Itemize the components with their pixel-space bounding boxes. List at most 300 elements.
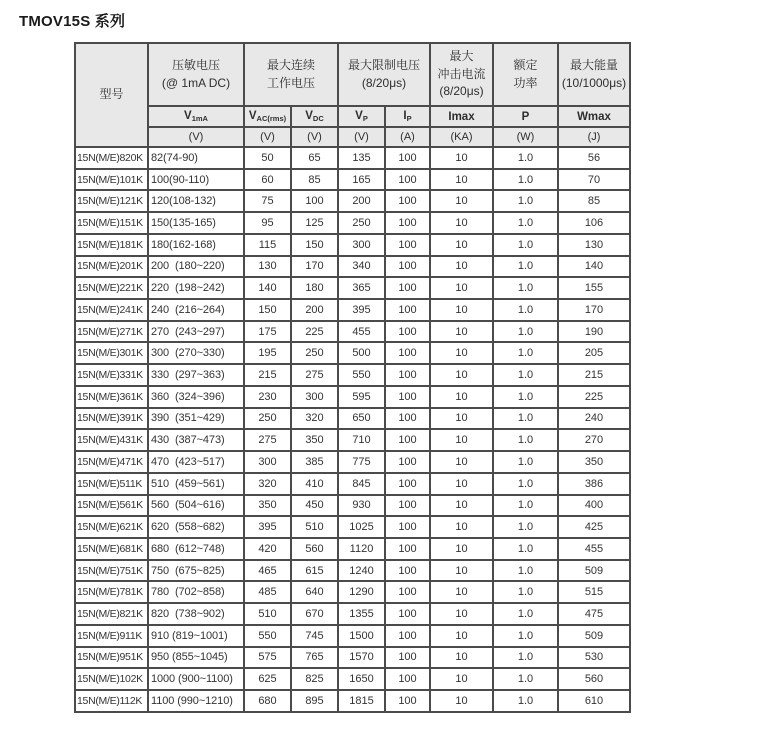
v1ma-cell: 270 (243~297) — [148, 321, 244, 343]
vac-cell: 50 — [244, 147, 291, 169]
wmax-cell: 70 — [558, 169, 630, 191]
vp-cell: 1025 — [338, 516, 385, 538]
vac-cell: 230 — [244, 386, 291, 408]
imax-cell: 10 — [430, 668, 493, 690]
vac-cell: 510 — [244, 603, 291, 625]
vdc-cell: 410 — [291, 473, 338, 495]
wmax-cell: 610 — [558, 690, 630, 712]
v1ma-cell: 750 (675~825) — [148, 560, 244, 582]
vdc-cell: 275 — [291, 364, 338, 386]
v1ma-cell: 430 (387~473) — [148, 429, 244, 451]
imax-cell: 10 — [430, 625, 493, 647]
wmax-cell: 215 — [558, 364, 630, 386]
wmax-cell: 56 — [558, 147, 630, 169]
v1ma-cell: 910 (819~1001) — [148, 625, 244, 647]
vdc-cell: 350 — [291, 429, 338, 451]
vac-cell: 60 — [244, 169, 291, 191]
wmax-cell: 155 — [558, 277, 630, 299]
header-row-symbols — [75, 106, 630, 127]
vp-cell: 365 — [338, 277, 385, 299]
group-header-max-surge-current — [430, 43, 493, 106]
vp-cell: 1240 — [338, 560, 385, 582]
col-header-vp: $V_P$ — [338, 106, 385, 127]
col-header-wmax: Wmax — [558, 106, 630, 127]
vac-cell: 150 — [244, 299, 291, 321]
header-row-units — [75, 127, 630, 147]
unit-imax: (KA) — [430, 127, 493, 147]
v1ma-cell: 100(90-110) — [148, 169, 244, 191]
wmax-cell: 455 — [558, 538, 630, 560]
vdc-cell: 200 — [291, 299, 338, 321]
ip-cell: 100 — [385, 364, 430, 386]
p-cell: 1.0 — [493, 451, 558, 473]
v1ma-cell: 680 (612~748) — [148, 538, 244, 560]
unit-wmax: (J) — [558, 127, 630, 147]
model-cell: 15N(M/E)361K — [75, 386, 148, 408]
ip-cell: 100 — [385, 647, 430, 669]
p-cell: 1.0 — [493, 299, 558, 321]
wmax-cell: 475 — [558, 603, 630, 625]
vac-cell: 75 — [244, 190, 291, 212]
wmax-cell: 509 — [558, 560, 630, 582]
vac-cell: 575 — [244, 647, 291, 669]
group-header-line: 冲击电流 — [437, 66, 486, 81]
p-cell: 1.0 — [493, 386, 558, 408]
model-cell: 15N(M/E)121K — [75, 190, 148, 212]
ip-cell: 100 — [385, 473, 430, 495]
vac-cell: 350 — [244, 495, 291, 517]
model-cell: 15N(M/E)331K — [75, 364, 148, 386]
table-row — [75, 408, 630, 430]
vac-cell: 250 — [244, 408, 291, 430]
ip-cell: 100 — [385, 342, 430, 364]
v1ma-cell: 120(108-132) — [148, 190, 244, 212]
unit-vp: (V) — [338, 127, 385, 147]
ip-cell: 100 — [385, 147, 430, 169]
table-row — [75, 560, 630, 582]
model-cell: 15N(M/E)221K — [75, 277, 148, 299]
wmax-cell: 240 — [558, 408, 630, 430]
v1ma-cell: 470 (423~517) — [148, 451, 244, 473]
model-cell: 15N(M/E)781K — [75, 581, 148, 603]
vp-cell: 650 — [338, 408, 385, 430]
vdc-cell: 640 — [291, 581, 338, 603]
imax-cell: 10 — [430, 190, 493, 212]
table-row — [75, 212, 630, 234]
v1ma-cell: 390 (351~429) — [148, 408, 244, 430]
group-header-line: 功率 — [513, 75, 538, 90]
wmax-cell: 509 — [558, 625, 630, 647]
group-header-line: 压敏电压 — [171, 58, 220, 73]
p-cell: 1.0 — [493, 625, 558, 647]
p-cell: 1.0 — [493, 581, 558, 603]
vac-cell: 95 — [244, 212, 291, 234]
group-header-max-energy — [558, 43, 630, 106]
v1ma-cell: 200 (180~220) — [148, 256, 244, 278]
model-cell: 15N(M/E)511K — [75, 473, 148, 495]
group-header-line: 工作电压 — [266, 75, 315, 90]
group-header-line: (10/1000μs) — [561, 75, 627, 90]
col-header-vdc: $V_{DC}$ — [291, 106, 338, 127]
ip-cell: 100 — [385, 212, 430, 234]
model-cell: 15N(M/E)102K — [75, 668, 148, 690]
col-header-ip: $I_P$ — [385, 106, 430, 127]
vac-cell: 115 — [244, 234, 291, 256]
p-cell: 1.0 — [493, 169, 558, 191]
vdc-cell: 150 — [291, 234, 338, 256]
table-header — [75, 43, 630, 147]
group-header-line: 最大限制电压 — [347, 58, 420, 73]
wmax-cell: 225 — [558, 386, 630, 408]
p-cell: 1.0 — [493, 603, 558, 625]
vdc-cell: 320 — [291, 408, 338, 430]
v1ma-cell: 330 (297~363) — [148, 364, 244, 386]
ip-cell: 100 — [385, 169, 430, 191]
table-row — [75, 190, 630, 212]
p-cell: 1.0 — [493, 516, 558, 538]
model-cell: 15N(M/E)820K — [75, 147, 148, 169]
group-header-max-clamping-voltage — [338, 43, 430, 106]
vdc-cell: 670 — [291, 603, 338, 625]
p-cell: 1.0 — [493, 495, 558, 517]
vp-cell: 300 — [338, 234, 385, 256]
wmax-cell: 190 — [558, 321, 630, 343]
v1ma-cell: 820 (738~902) — [148, 603, 244, 625]
p-cell: 1.0 — [493, 408, 558, 430]
vp-cell: 1570 — [338, 647, 385, 669]
table-row — [75, 429, 630, 451]
p-cell: 1.0 — [493, 364, 558, 386]
model-cell: 15N(M/E)391K — [75, 408, 148, 430]
table-body — [75, 147, 630, 712]
group-header-varistor-voltage — [148, 43, 244, 106]
wmax-cell: 170 — [558, 299, 630, 321]
imax-cell: 10 — [430, 299, 493, 321]
vdc-cell: 825 — [291, 668, 338, 690]
imax-cell: 10 — [430, 581, 493, 603]
table-row — [75, 668, 630, 690]
col-header-vacrms: $V_{AC(rms)}$ — [244, 106, 291, 127]
vp-cell: 595 — [338, 386, 385, 408]
v1ma-cell: 220 (198~242) — [148, 277, 244, 299]
wmax-cell: 515 — [558, 581, 630, 603]
vp-cell: 455 — [338, 321, 385, 343]
p-cell: 1.0 — [493, 342, 558, 364]
table-row — [75, 581, 630, 603]
ip-cell: 100 — [385, 581, 430, 603]
vac-cell: 130 — [244, 256, 291, 278]
vp-cell: 340 — [338, 256, 385, 278]
imax-cell: 10 — [430, 408, 493, 430]
model-cell: 15N(M/E)431K — [75, 429, 148, 451]
table-row — [75, 516, 630, 538]
v1ma-cell: 240 (216~264) — [148, 299, 244, 321]
vp-cell: 200 — [338, 190, 385, 212]
vdc-cell: 65 — [291, 147, 338, 169]
model-cell: 15N(M/E)181K — [75, 234, 148, 256]
ip-cell: 100 — [385, 190, 430, 212]
vac-cell: 140 — [244, 277, 291, 299]
v1ma-cell: 620 (558~682) — [148, 516, 244, 538]
table-row — [75, 277, 630, 299]
ip-cell: 100 — [385, 256, 430, 278]
group-header-line: 最大连续 — [266, 58, 315, 73]
model-cell: 15N(M/E)301K — [75, 342, 148, 364]
vdc-cell: 560 — [291, 538, 338, 560]
vac-cell: 550 — [244, 625, 291, 647]
p-cell: 1.0 — [493, 190, 558, 212]
ip-cell: 100 — [385, 690, 430, 712]
vdc-cell: 745 — [291, 625, 338, 647]
vdc-cell: 170 — [291, 256, 338, 278]
table-row — [75, 451, 630, 473]
vac-cell: 465 — [244, 560, 291, 582]
vdc-cell: 385 — [291, 451, 338, 473]
p-cell: 1.0 — [493, 234, 558, 256]
vdc-cell: 615 — [291, 560, 338, 582]
imax-cell: 10 — [430, 147, 493, 169]
imax-cell: 10 — [430, 256, 493, 278]
p-cell: 1.0 — [493, 321, 558, 343]
ip-cell: 100 — [385, 386, 430, 408]
p-cell: 1.0 — [493, 212, 558, 234]
imax-cell: 10 — [430, 364, 493, 386]
imax-cell: 10 — [430, 451, 493, 473]
imax-cell: 10 — [430, 169, 493, 191]
table-row — [75, 603, 630, 625]
p-cell: 1.0 — [493, 277, 558, 299]
ip-cell: 100 — [385, 277, 430, 299]
table-row — [75, 299, 630, 321]
imax-cell: 10 — [430, 277, 493, 299]
vp-cell: 165 — [338, 169, 385, 191]
v1ma-cell: 1100 (990~1210) — [148, 690, 244, 712]
vac-cell: 395 — [244, 516, 291, 538]
ip-cell: 100 — [385, 495, 430, 517]
spec-table — [74, 42, 631, 713]
p-cell: 1.0 — [493, 473, 558, 495]
v1ma-cell: 780 (702~858) — [148, 581, 244, 603]
table-row — [75, 690, 630, 712]
ip-cell: 100 — [385, 668, 430, 690]
wmax-cell: 130 — [558, 234, 630, 256]
vp-cell: 550 — [338, 364, 385, 386]
ip-cell: 100 — [385, 560, 430, 582]
imax-cell: 10 — [430, 647, 493, 669]
p-cell: 1.0 — [493, 538, 558, 560]
vac-cell: 215 — [244, 364, 291, 386]
unit-ip: (A) — [385, 127, 430, 147]
model-cell: 15N(M/E)821K — [75, 603, 148, 625]
vp-cell: 775 — [338, 451, 385, 473]
vp-cell: 845 — [338, 473, 385, 495]
table-row — [75, 473, 630, 495]
vac-cell: 275 — [244, 429, 291, 451]
vdc-cell: 100 — [291, 190, 338, 212]
ip-cell: 100 — [385, 625, 430, 647]
group-header-max-continuous-voltage — [244, 43, 338, 106]
table-row — [75, 386, 630, 408]
v1ma-cell: 82(74-90) — [148, 147, 244, 169]
vdc-cell: 125 — [291, 212, 338, 234]
vac-cell: 175 — [244, 321, 291, 343]
p-cell: 1.0 — [493, 256, 558, 278]
imax-cell: 10 — [430, 516, 493, 538]
imax-cell: 10 — [430, 690, 493, 712]
table-row — [75, 234, 630, 256]
wmax-cell: 425 — [558, 516, 630, 538]
ip-cell: 100 — [385, 603, 430, 625]
table-row — [75, 169, 630, 191]
vp-cell: 395 — [338, 299, 385, 321]
group-header-line: 额定 — [513, 58, 538, 73]
v1ma-cell: 360 (324~396) — [148, 386, 244, 408]
wmax-cell: 106 — [558, 212, 630, 234]
vac-cell: 485 — [244, 581, 291, 603]
imax-cell: 10 — [430, 429, 493, 451]
table-row — [75, 647, 630, 669]
v1ma-cell: 560 (504~616) — [148, 495, 244, 517]
table-row — [75, 625, 630, 647]
ip-cell: 100 — [385, 538, 430, 560]
unit-p: (W) — [493, 127, 558, 147]
table-row — [75, 342, 630, 364]
vp-cell: 1500 — [338, 625, 385, 647]
vp-cell: 710 — [338, 429, 385, 451]
ip-cell: 100 — [385, 299, 430, 321]
vdc-cell: 765 — [291, 647, 338, 669]
col-header-imax: Imax — [430, 106, 493, 127]
vp-cell: 135 — [338, 147, 385, 169]
model-cell: 15N(M/E)112K — [75, 690, 148, 712]
v1ma-cell: 150(135-165) — [148, 212, 244, 234]
group-header-rated-power — [493, 43, 558, 106]
vp-cell: 500 — [338, 342, 385, 364]
vac-cell: 680 — [244, 690, 291, 712]
p-cell: 1.0 — [493, 647, 558, 669]
group-header-line: (8/20μs) — [439, 84, 484, 99]
vdc-cell: 450 — [291, 495, 338, 517]
vdc-cell: 180 — [291, 277, 338, 299]
p-cell: 1.0 — [493, 429, 558, 451]
imax-cell: 10 — [430, 342, 493, 364]
ip-cell: 100 — [385, 408, 430, 430]
imax-cell: 10 — [430, 212, 493, 234]
vp-cell: 930 — [338, 495, 385, 517]
vp-cell: 1120 — [338, 538, 385, 560]
ip-cell: 100 — [385, 429, 430, 451]
document-page — [0, 10, 761, 713]
ip-cell: 100 — [385, 321, 430, 343]
col-header-p: P — [493, 106, 558, 127]
page-title: TMOV15S 系列 — [19, 13, 126, 30]
group-header-line: (8/20μs) — [361, 75, 407, 90]
model-cell: 15N(M/E)271K — [75, 321, 148, 343]
vdc-cell: 225 — [291, 321, 338, 343]
imax-cell: 10 — [430, 538, 493, 560]
model-cell: 15N(M/E)751K — [75, 560, 148, 582]
ip-cell: 100 — [385, 234, 430, 256]
table-row — [75, 256, 630, 278]
col-header-model: 型号 — [75, 43, 148, 147]
imax-cell: 10 — [430, 234, 493, 256]
unit-vacrms: (V) — [244, 127, 291, 147]
vac-cell: 420 — [244, 538, 291, 560]
imax-cell: 10 — [430, 321, 493, 343]
wmax-cell: 560 — [558, 668, 630, 690]
wmax-cell: 270 — [558, 429, 630, 451]
v1ma-cell: 180(162-168) — [148, 234, 244, 256]
vdc-cell: 895 — [291, 690, 338, 712]
model-cell: 15N(M/E)911K — [75, 625, 148, 647]
v1ma-cell: 950 (855~1045) — [148, 647, 244, 669]
vac-cell: 300 — [244, 451, 291, 473]
model-cell: 15N(M/E)241K — [75, 299, 148, 321]
imax-cell: 10 — [430, 473, 493, 495]
table-row — [75, 147, 630, 169]
ip-cell: 100 — [385, 516, 430, 538]
vp-cell: 1815 — [338, 690, 385, 712]
unit-vdc: (V) — [291, 127, 338, 147]
header-row-groups — [75, 43, 630, 106]
vdc-cell: 250 — [291, 342, 338, 364]
ip-cell: 100 — [385, 451, 430, 473]
model-cell: 15N(M/E)201K — [75, 256, 148, 278]
imax-cell: 10 — [430, 386, 493, 408]
wmax-cell: 140 — [558, 256, 630, 278]
vdc-cell: 300 — [291, 386, 338, 408]
wmax-cell: 530 — [558, 647, 630, 669]
model-cell: 15N(M/E)101K — [75, 169, 148, 191]
model-cell: 15N(M/E)471K — [75, 451, 148, 473]
vp-cell: 1355 — [338, 603, 385, 625]
wmax-cell: 85 — [558, 190, 630, 212]
vdc-cell: 85 — [291, 169, 338, 191]
imax-cell: 10 — [430, 560, 493, 582]
vp-cell: 250 — [338, 212, 385, 234]
v1ma-cell: 1000 (900~1100) — [148, 668, 244, 690]
wmax-cell: 350 — [558, 451, 630, 473]
wmax-cell: 205 — [558, 342, 630, 364]
table-row — [75, 538, 630, 560]
imax-cell: 10 — [430, 495, 493, 517]
vac-cell: 320 — [244, 473, 291, 495]
table-row — [75, 321, 630, 343]
v1ma-cell: 510 (459~561) — [148, 473, 244, 495]
wmax-cell: 400 — [558, 495, 630, 517]
p-cell: 1.0 — [493, 147, 558, 169]
model-cell: 15N(M/E)561K — [75, 495, 148, 517]
vac-cell: 195 — [244, 342, 291, 364]
vp-cell: 1650 — [338, 668, 385, 690]
model-cell: 15N(M/E)621K — [75, 516, 148, 538]
imax-cell: 10 — [430, 603, 493, 625]
table-row — [75, 495, 630, 517]
vp-cell: 1290 — [338, 581, 385, 603]
p-cell: 1.0 — [493, 668, 558, 690]
group-header-line: 最大能量 — [569, 58, 618, 73]
table-row — [75, 364, 630, 386]
group-header-line: (@ 1mA DC) — [161, 75, 231, 90]
model-cell: 15N(M/E)151K — [75, 212, 148, 234]
p-cell: 1.0 — [493, 560, 558, 582]
unit-v1ma: (V) — [148, 127, 244, 147]
p-cell: 1.0 — [493, 690, 558, 712]
model-cell: 15N(M/E)951K — [75, 647, 148, 669]
group-header-line: 最大 — [449, 49, 474, 64]
vac-cell: 625 — [244, 668, 291, 690]
vdc-cell: 510 — [291, 516, 338, 538]
